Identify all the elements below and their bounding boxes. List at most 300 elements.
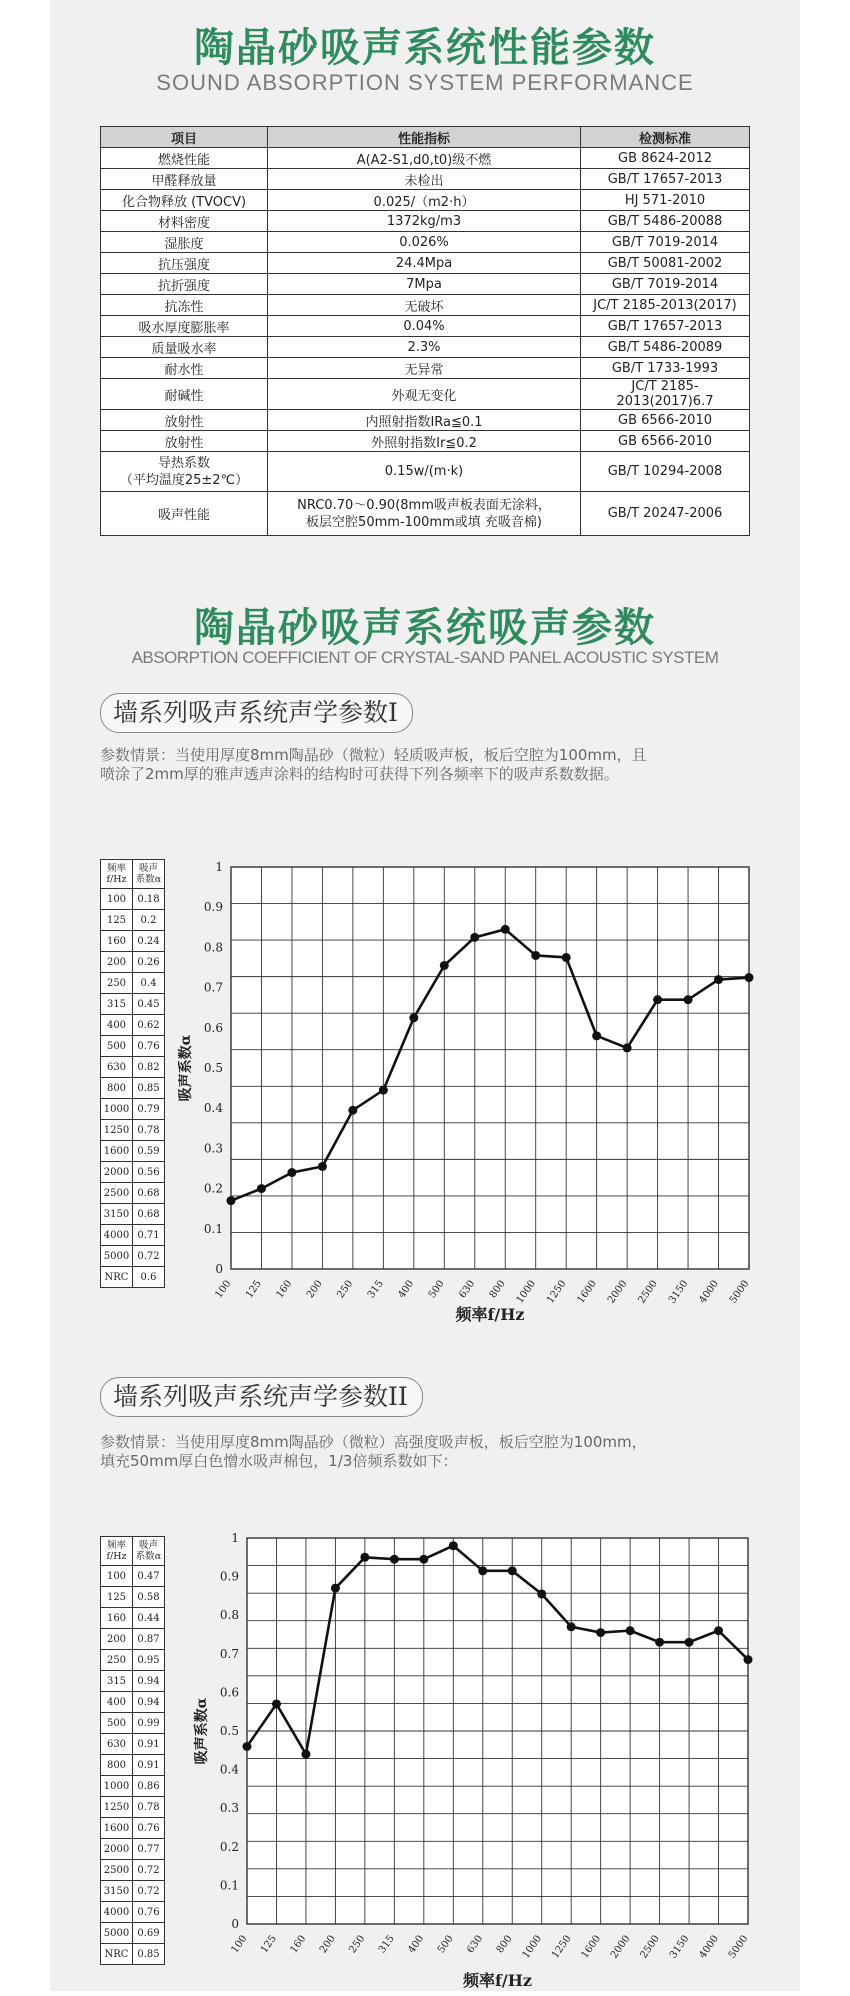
coefficient-cell: 0.71 [133, 1225, 165, 1246]
table-row [101, 169, 750, 190]
frequency-cell: 125 [101, 1587, 133, 1608]
mini-table-row [101, 1818, 165, 1839]
standard-cell: GB 6566-2010 [581, 431, 750, 452]
frequency-cell: 5000 [101, 1923, 133, 1944]
plot-area [231, 867, 749, 1269]
mini-table-row [101, 1162, 165, 1183]
frequency-cell: 3150 [101, 1881, 133, 1902]
mini-table-row [101, 1776, 165, 1797]
item-cell: 抗压强度 [101, 253, 268, 274]
coefficient-cell: 0.86 [133, 1776, 165, 1797]
x-axis-label: 频率f/Hz [463, 1971, 532, 1990]
frequency-cell: 800 [101, 1755, 133, 1776]
data-point [623, 1043, 632, 1052]
nrc-label: NRC [101, 1267, 133, 1288]
y-tick-label: 0.1 [203, 1221, 223, 1236]
coefficient-cell: 0.76 [133, 1036, 165, 1057]
mini-table-row [101, 1078, 165, 1099]
standard-cell: GB/T 1733-1993 [581, 358, 750, 379]
x-tick-label: 1000 [514, 1278, 539, 1306]
x-tick-label: 315 [376, 1933, 397, 1956]
data-point [714, 975, 723, 984]
table-row [101, 379, 750, 410]
mini-column-header: 吸声 系数α [133, 1537, 165, 1566]
mini-table-row [101, 889, 165, 910]
coefficient-cell: 0.58 [133, 1587, 165, 1608]
item-cell: 材料密度 [101, 211, 268, 232]
data-point [287, 1168, 296, 1177]
x-tick-label: 4000 [697, 1278, 721, 1306]
value-cell: 0.025/（m2·h） [268, 190, 581, 211]
x-tick-label: 800 [494, 1933, 515, 1956]
value-cell: 外观无变化 [268, 379, 581, 410]
data-point [318, 1162, 327, 1171]
standard-cell: GB 8624-2012 [581, 148, 750, 169]
frequency-cell: 200 [101, 952, 133, 973]
data-point [348, 1106, 357, 1115]
table-row [101, 431, 750, 452]
frequency-cell: 4000 [101, 1225, 133, 1246]
x-tick-label: 1250 [545, 1278, 569, 1306]
absorption-chart-1 [178, 855, 758, 1330]
item-cell: 放射性 [101, 410, 268, 431]
table-row [101, 211, 750, 232]
x-tick-label: 315 [365, 1278, 386, 1301]
table-row [101, 190, 750, 211]
mini-table-header [101, 860, 165, 889]
data-point [508, 1566, 517, 1575]
value-cell: 7Mpa [268, 274, 581, 295]
mini-table-row [101, 1797, 165, 1818]
item-cell: 燃烧性能 [101, 148, 268, 169]
x-tick-label: 630 [457, 1278, 478, 1301]
frequency-cell: 1000 [101, 1776, 133, 1797]
frequency-cell: 500 [101, 1036, 133, 1057]
item-cell: 抗折强度 [101, 274, 268, 295]
data-point [478, 1566, 487, 1575]
coefficient-cell: 0.47 [133, 1566, 165, 1587]
frequency-cell: 4000 [101, 1902, 133, 1923]
value-cell: 无破坏 [268, 295, 581, 316]
page-title: 陶晶砂吸声系统性能参数 [194, 25, 656, 71]
y-tick-label: 0.6 [219, 1685, 239, 1700]
y-tick-label: 0.9 [219, 1569, 239, 1584]
y-tick-label: 0 [215, 1262, 223, 1276]
item-cell: 抗冻性 [101, 295, 268, 316]
coefficient-cell: 0.94 [133, 1692, 165, 1713]
nrc-label: NRC [101, 1944, 133, 1965]
coefficient-cell: 0.62 [133, 1015, 165, 1036]
standard-cell: JC/T 2185-2013(2017) [581, 295, 750, 316]
mini-table-row [101, 952, 165, 973]
value-cell: 0.026% [268, 232, 581, 253]
standard-cell: HJ 571-2010 [581, 190, 750, 211]
x-tick-label: 5000 [726, 1933, 751, 1961]
mini-table-row [101, 1225, 165, 1246]
coefficient-cell: 0.56 [133, 1162, 165, 1183]
coefficient-cell: 0.77 [133, 1839, 165, 1860]
nrc-value: 0.85 [133, 1944, 165, 1965]
mini-table-row [101, 973, 165, 994]
column-header: 检测标准 [581, 127, 750, 148]
coefficient-cell: 0.91 [133, 1755, 165, 1776]
coefficient-cell: 0.18 [133, 889, 165, 910]
coefficient-cell: 0.24 [133, 931, 165, 952]
mini-table-row [101, 1566, 165, 1587]
data-point [567, 1622, 576, 1631]
x-tick-label: 200 [304, 1278, 325, 1301]
x-tick-label: 1250 [550, 1933, 574, 1961]
frequency-cell: 1600 [101, 1141, 133, 1162]
data-point [596, 1628, 605, 1637]
value-cell: 未检出 [268, 169, 581, 190]
mini-column-header: 频率 f/Hz [101, 860, 133, 889]
frequency-cell: 630 [101, 1734, 133, 1755]
y-tick-label: 0.3 [203, 1141, 223, 1156]
coefficient-cell: 0.59 [133, 1141, 165, 1162]
y-axis-label: 吸声系数α [194, 1697, 210, 1765]
item-cell: 质量吸水率 [101, 337, 268, 358]
coefficient-cell: 0.2 [133, 910, 165, 931]
data-point [744, 1655, 753, 1664]
value-cell: NRC0.70～0.90(8mm吸声板表面无涂料， 板层空腔50mm-100mm或填 充吸音棉) [268, 492, 581, 536]
x-tick-label: 1600 [579, 1933, 604, 1961]
section-subtitle: ABSORPTION COEFFICIENT OF CRYSTAL-SAND PANEL ACOUSTIC SYSTEM [131, 648, 719, 667]
frequency-cell: 160 [101, 1608, 133, 1629]
x-tick-label: 400 [396, 1278, 417, 1301]
data-point [626, 1626, 635, 1635]
x-tick-label: 500 [435, 1933, 456, 1956]
nrc-row [101, 1267, 165, 1288]
coefficient-cell: 0.68 [133, 1204, 165, 1225]
frequency-cell: 2500 [101, 1183, 133, 1204]
data-point [655, 1638, 664, 1647]
x-tick-label: 800 [487, 1278, 508, 1301]
frequency-cell: 1000 [101, 1099, 133, 1120]
value-cell: A(A2-S1,d0,t0)级不燃 [268, 148, 581, 169]
y-tick-label: 0 [231, 1917, 239, 1931]
y-tick-label: 0.1 [219, 1878, 239, 1893]
wall-series-2-description: 参数情景：当使用厚度8mm陶晶砂（微粒）高强度吸声板，板后空腔为100mm，填充50mm厚白色憎水吸声棉包，1/3倍频系数如下： [100, 1433, 647, 1470]
data-point [562, 953, 571, 962]
column-header: 性能指标 [268, 127, 581, 148]
mini-table-row [101, 1246, 165, 1267]
x-tick-label: 630 [465, 1933, 486, 1956]
x-tick-label: 1600 [575, 1278, 600, 1306]
frequency-cell: 250 [101, 973, 133, 994]
wall-series-1-description: 参数情景：当使用厚度8mm陶晶砂（微粒）轻质吸声板，板后空腔为100mm，且喷涂了2mm厚的雅声透声涂料的结构时可获得下列各频率下的吸声系数数据。 [100, 746, 647, 783]
item-cell: 化合物释放 (TVOCV) [101, 190, 268, 211]
x-tick-label: 250 [335, 1278, 356, 1301]
mini-table-row [101, 1839, 165, 1860]
mini-table-row [101, 1099, 165, 1120]
table-row [101, 492, 750, 536]
y-tick-label: 0.5 [219, 1724, 239, 1738]
coefficient-cell: 0.76 [133, 1818, 165, 1839]
x-axis-label: 频率f/Hz [455, 1305, 525, 1324]
table-row [101, 148, 750, 169]
data-point [470, 933, 479, 942]
mini-table-row [101, 1650, 165, 1671]
coefficient-cell: 0.78 [133, 1797, 165, 1818]
data-point [419, 1555, 428, 1564]
data-point [243, 1742, 252, 1751]
coefficient-cell: 0.45 [133, 994, 165, 1015]
wall-series-2-label: 墙系列吸声系统声学参数II [100, 1377, 423, 1417]
x-tick-label: 2000 [605, 1278, 630, 1306]
item-cell: 耐碱性 [101, 379, 268, 410]
y-tick-label: 0.7 [219, 1646, 239, 1661]
standard-cell: GB 6566-2010 [581, 410, 750, 431]
data-point [272, 1699, 281, 1708]
mini-column-header: 吸声 系数α [133, 860, 165, 889]
standard-cell: GB/T 20247-2006 [581, 492, 750, 536]
mini-table-row [101, 1755, 165, 1776]
standard-cell: JC/T 2185-2013(2017)6.7 [581, 379, 750, 410]
y-tick-label: 0.4 [219, 1762, 239, 1777]
coefficient-cell: 0.72 [133, 1881, 165, 1902]
table-row [101, 410, 750, 431]
frequency-cell: 800 [101, 1078, 133, 1099]
item-cell: 吸水厚度膨胀率 [101, 316, 268, 337]
data-point [390, 1555, 399, 1564]
x-tick-label: 125 [258, 1933, 279, 1956]
coefficient-cell: 0.78 [133, 1120, 165, 1141]
frequency-cell: 1250 [101, 1797, 133, 1818]
frequency-cell: 315 [101, 1671, 133, 1692]
coefficient-cell: 0.82 [133, 1057, 165, 1078]
data-point [685, 1638, 694, 1647]
y-tick-label: 1 [215, 860, 223, 874]
frequency-cell: 2000 [101, 1162, 133, 1183]
value-cell: 2.3% [268, 337, 581, 358]
frequency-cell: 1600 [101, 1818, 133, 1839]
value-cell: 外照射指数Ir≦0.2 [268, 431, 581, 452]
mini-table-row [101, 1204, 165, 1225]
item-cell: 导热系数 （平均温度25±2℃） [101, 452, 268, 492]
table-header-row [101, 127, 750, 148]
column-header: 项目 [101, 127, 268, 148]
frequency-cell: 100 [101, 1566, 133, 1587]
x-tick-label: 160 [288, 1933, 309, 1956]
data-point [331, 1584, 340, 1593]
frequency-cell: 200 [101, 1629, 133, 1650]
standard-cell: GB/T 7019-2014 [581, 274, 750, 295]
mini-table-row [101, 1713, 165, 1734]
coefficient-cell: 0.72 [133, 1860, 165, 1881]
coefficient-table-2 [100, 1536, 165, 1965]
coefficient-cell: 0.87 [133, 1629, 165, 1650]
value-cell: 无异常 [268, 358, 581, 379]
table-row [101, 358, 750, 379]
y-tick-label: 0.5 [203, 1061, 223, 1075]
table-row [101, 232, 750, 253]
mini-table-row [101, 1183, 165, 1204]
y-tick-label: 0.8 [203, 940, 223, 955]
mini-table-row [101, 1036, 165, 1057]
x-tick-label: 3150 [666, 1278, 691, 1306]
frequency-cell: 5000 [101, 1246, 133, 1267]
x-tick-label: 5000 [727, 1278, 752, 1306]
mini-table-row [101, 1587, 165, 1608]
x-tick-label: 250 [347, 1933, 368, 1956]
coefficient-table-1 [100, 859, 165, 1288]
frequency-cell: 125 [101, 910, 133, 931]
mini-table-row [101, 994, 165, 1015]
x-tick-label: 100 [213, 1278, 234, 1301]
mini-table-row [101, 910, 165, 931]
coefficient-cell: 0.4 [133, 973, 165, 994]
frequency-cell: 3150 [101, 1204, 133, 1225]
data-point [449, 1541, 458, 1550]
data-point [379, 1086, 388, 1095]
data-point [360, 1553, 369, 1562]
table-row [101, 295, 750, 316]
table-row [101, 253, 750, 274]
coefficient-cell: 0.94 [133, 1671, 165, 1692]
frequency-cell: 2000 [101, 1839, 133, 1860]
item-cell: 耐水性 [101, 358, 268, 379]
y-tick-label: 0.3 [219, 1801, 239, 1816]
standard-cell: GB/T 5486-20089 [581, 337, 750, 358]
table-row [101, 316, 750, 337]
data-point [592, 1031, 601, 1040]
standard-cell: GB/T 10294-2008 [581, 452, 750, 492]
item-cell: 甲醛释放量 [101, 169, 268, 190]
mini-table-row [101, 1671, 165, 1692]
nrc-value: 0.6 [133, 1267, 165, 1288]
mini-table-header [101, 1537, 165, 1566]
y-tick-label: 0.7 [203, 980, 223, 995]
data-point [501, 925, 510, 934]
nrc-row [101, 1944, 165, 1965]
frequency-cell: 400 [101, 1015, 133, 1036]
section-title: 陶晶砂吸声系统吸声参数 [194, 605, 656, 651]
coefficient-cell: 0.79 [133, 1099, 165, 1120]
mini-table-row [101, 1057, 165, 1078]
frequency-cell: 250 [101, 1650, 133, 1671]
x-tick-label: 125 [243, 1278, 264, 1301]
x-tick-label: 100 [229, 1933, 250, 1956]
data-point [537, 1589, 546, 1598]
coefficient-cell: 0.99 [133, 1713, 165, 1734]
y-tick-label: 0.8 [219, 1608, 239, 1623]
frequency-cell: 160 [101, 931, 133, 952]
coefficient-cell: 0.72 [133, 1246, 165, 1267]
y-tick-label: 0.4 [203, 1101, 223, 1116]
x-tick-label: 2000 [608, 1933, 633, 1961]
item-cell: 湿胀度 [101, 232, 268, 253]
x-tick-label: 2500 [638, 1933, 663, 1961]
standard-cell: GB/T 17657-2013 [581, 169, 750, 190]
mini-table-row [101, 1881, 165, 1902]
mini-table-row [101, 1015, 165, 1036]
frequency-cell: 100 [101, 889, 133, 910]
x-tick-label: 3150 [667, 1933, 692, 1961]
mini-table-row [101, 1860, 165, 1881]
mini-table-row [101, 1692, 165, 1713]
frequency-cell: 400 [101, 1692, 133, 1713]
x-tick-label: 4000 [697, 1933, 721, 1961]
data-point [745, 973, 754, 982]
value-cell: 24.4Mpa [268, 253, 581, 274]
y-tick-label: 0.6 [203, 1020, 223, 1035]
x-tick-label: 500 [426, 1278, 447, 1301]
standard-cell: GB/T 50081-2002 [581, 253, 750, 274]
x-tick-label: 200 [317, 1933, 338, 1956]
data-point [227, 1196, 236, 1205]
absorption-chart-2 [188, 1526, 758, 1996]
data-point [409, 1013, 418, 1022]
data-point [531, 951, 540, 960]
y-axis-label: 吸声系数α [178, 1034, 194, 1102]
mini-table-row [101, 1629, 165, 1650]
y-tick-label: 0.2 [203, 1181, 223, 1196]
coefficient-cell: 0.68 [133, 1183, 165, 1204]
mini-table-row [101, 931, 165, 952]
frequency-cell: 500 [101, 1713, 133, 1734]
value-cell: 1372kg/m3 [268, 211, 581, 232]
table-row [101, 452, 750, 492]
value-cell: 0.15w/(m·k) [268, 452, 581, 492]
frequency-cell: 315 [101, 994, 133, 1015]
coefficient-cell: 0.44 [133, 1608, 165, 1629]
frequency-cell: 630 [101, 1057, 133, 1078]
coefficient-cell: 0.26 [133, 952, 165, 973]
mini-table-row [101, 1902, 165, 1923]
x-tick-label: 2500 [636, 1278, 661, 1306]
item-cell: 吸声性能 [101, 492, 268, 536]
mini-table-row [101, 1608, 165, 1629]
page-subtitle: SOUND ABSORPTION SYSTEM PERFORMANCE [156, 70, 694, 95]
y-tick-label: 0.2 [219, 1839, 239, 1854]
mini-table-row [101, 1120, 165, 1141]
y-tick-label: 1 [231, 1531, 239, 1545]
mini-table-row [101, 1734, 165, 1755]
standard-cell: GB/T 5486-20088 [581, 211, 750, 232]
mini-table-row [101, 1923, 165, 1944]
data-point [653, 995, 662, 1004]
x-tick-label: 400 [406, 1933, 427, 1956]
table-row [101, 337, 750, 358]
frequency-cell: 2500 [101, 1860, 133, 1881]
coefficient-cell: 0.91 [133, 1734, 165, 1755]
x-tick-label: 1000 [520, 1933, 545, 1961]
table-row [101, 274, 750, 295]
coefficient-cell: 0.69 [133, 1923, 165, 1944]
value-cell: 内照射指数IRa≦0.1 [268, 410, 581, 431]
x-tick-label: 160 [274, 1278, 295, 1301]
coefficient-cell: 0.95 [133, 1650, 165, 1671]
y-tick-label: 0.9 [203, 900, 223, 915]
wall-series-1-label: 墙系列吸声系统声学参数I [100, 693, 413, 733]
data-point [684, 995, 693, 1004]
coefficient-cell: 0.85 [133, 1078, 165, 1099]
mini-column-header: 频率 f/Hz [101, 1537, 133, 1566]
data-point [714, 1626, 723, 1635]
data-point [257, 1184, 266, 1193]
value-cell: 0.04% [268, 316, 581, 337]
coefficient-cell: 0.76 [133, 1902, 165, 1923]
item-cell: 放射性 [101, 431, 268, 452]
data-point [301, 1750, 310, 1759]
standard-cell: GB/T 7019-2014 [581, 232, 750, 253]
performance-table [100, 126, 750, 536]
data-point [440, 961, 449, 970]
standard-cell: GB/T 17657-2013 [581, 316, 750, 337]
mini-table-row [101, 1141, 165, 1162]
frequency-cell: 1250 [101, 1120, 133, 1141]
